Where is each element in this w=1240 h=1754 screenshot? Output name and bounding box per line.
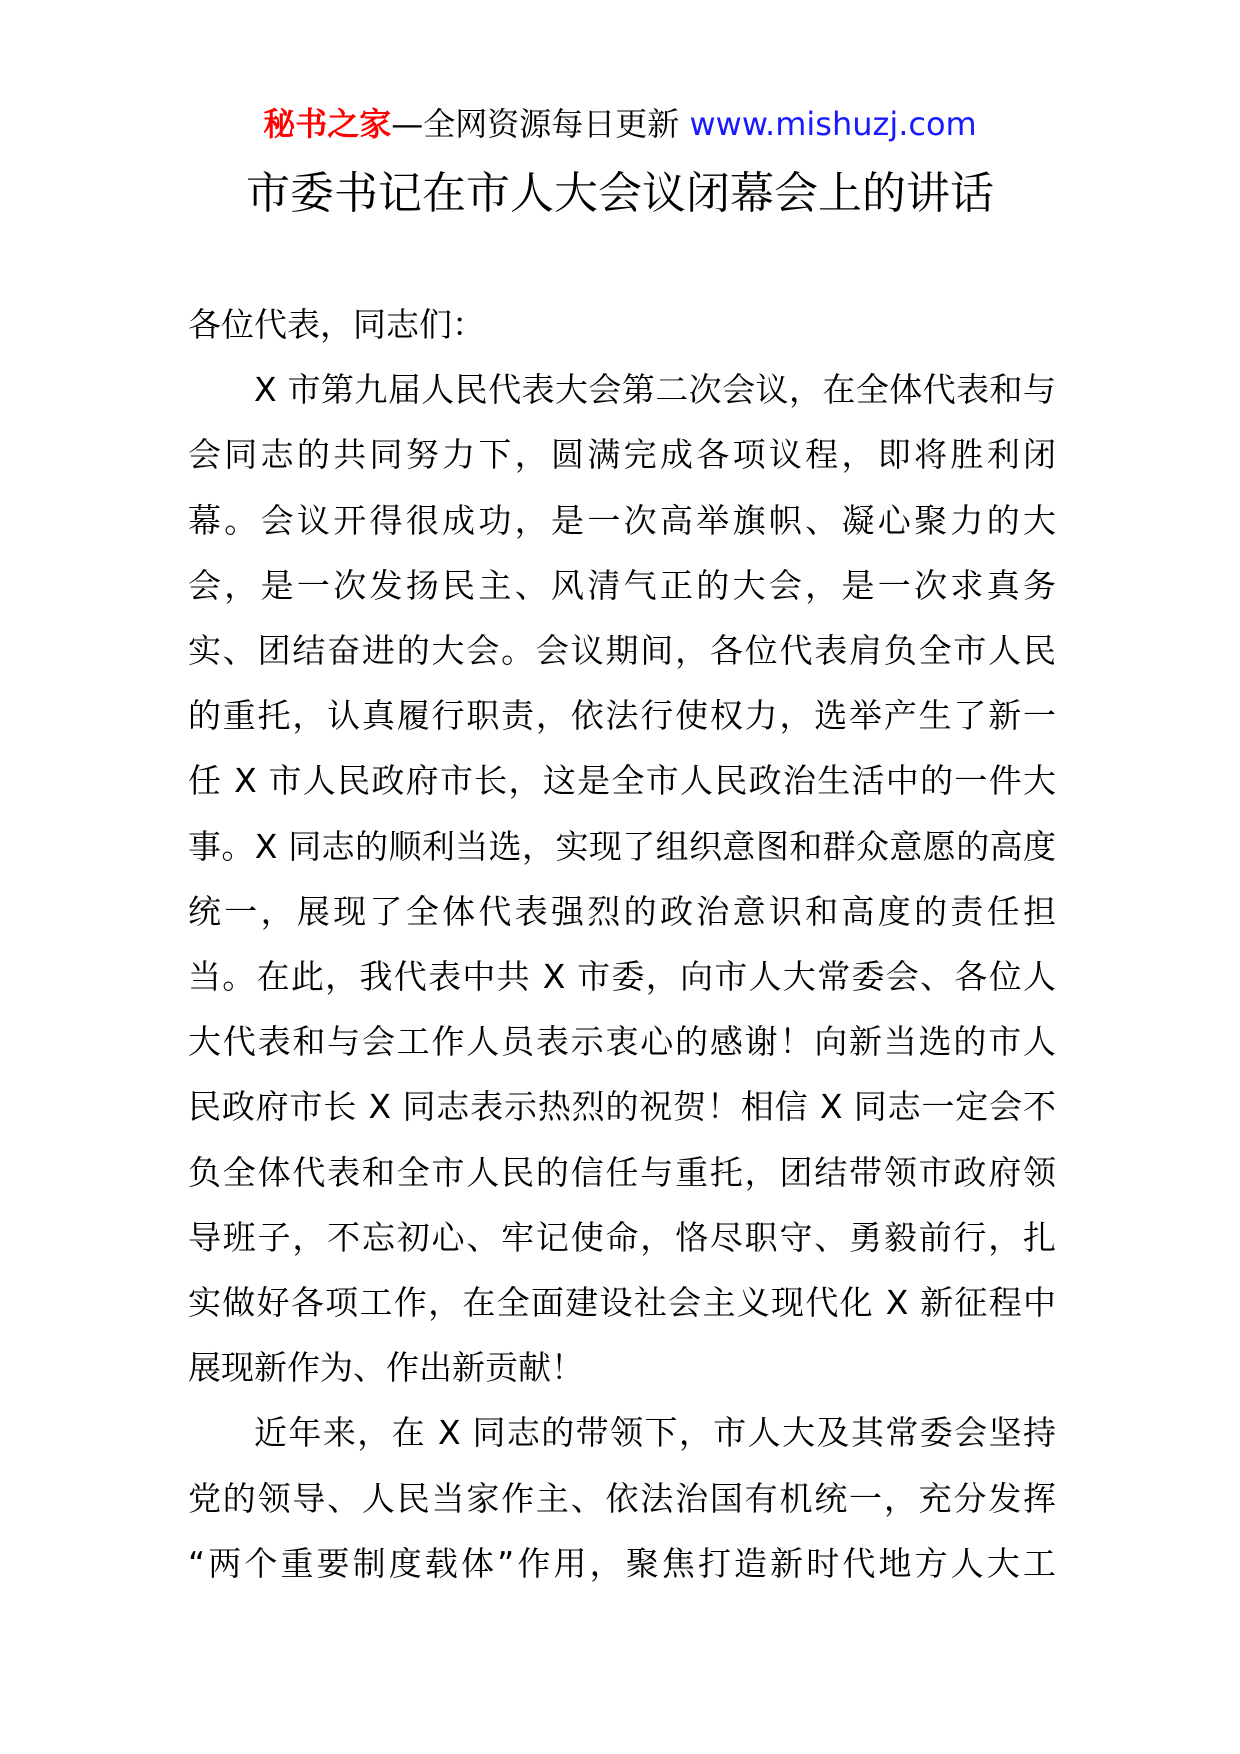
paragraph-line: X 市第九届人民代表大会第二次会议，在全体代表和与 (254, 370, 1056, 410)
paragraph-line: 负全体代表和全市人民的信任与重托，团结带领市政府领 (188, 1152, 1056, 1192)
paragraph-line: 实、团结奋进的大会。会议期间，各位代表肩负全市人民 (188, 631, 1056, 671)
paragraph-line: 展现新作为、作出新贡献！ (188, 1348, 584, 1388)
paragraph-line: 导班子，不忘初心、牢记使命，恪尽职守、勇毅前行，扎 (188, 1217, 1056, 1257)
paragraph-line: 的重托，认真履行职责，依法行使权力，选举产生了新一 (188, 696, 1056, 736)
paragraph-line: 会同志的共同努力下，圆满完成各项议程，即将胜利闭 (188, 435, 1056, 475)
paragraph-line: 当。在此，我代表中共 X 市委，向市人大常委会、各位人 (188, 957, 1056, 997)
site-brand: 秘书之家 (263, 105, 392, 143)
paragraph-line: 党的领导、人民当家作主、依法治国有机统一，充分发挥 (188, 1478, 1056, 1518)
site-header (0, 102, 1240, 146)
paragraph-line: 实做好各项工作，在全面建设社会主义现代化 X 新征程中 (188, 1283, 1056, 1323)
document-title: 市委书记在市人大会议闭幕会上的讲话 (246, 168, 994, 219)
paragraph-line: 会，是一次发扬民主、风清气正的大会，是一次求真务 (188, 565, 1056, 605)
paragraph-line: 统一，展现了全体代表强烈的政治意识和高度的责任担 (188, 891, 1056, 931)
salutation: 各位代表，同志们： (188, 305, 485, 344)
paragraph-line: 事。X 同志的顺利当选，实现了组织意图和群众意愿的高度 (188, 826, 1056, 866)
paragraph (188, 1400, 1056, 1596)
paragraph-line: 近年来，在 X 同志的带领下，市人大及其常委会坚持 (254, 1413, 1056, 1453)
site-tagline: —全网资源每日更新 (391, 105, 690, 143)
document-body (188, 292, 1056, 1596)
paragraph-line: 任 X 市人民政府市长，这是全市人民政治生活中的一件大 (188, 761, 1056, 801)
paragraph-line: “两个重要制度载体”作用，聚焦打造新时代地方人大工 (188, 1543, 1056, 1583)
paragraph-line: 民政府市长 X 同志表示热烈的祝贺！相信 X 同志一定会不 (188, 1087, 1056, 1127)
paragraph-line: 大代表和与会工作人员表示衷心的感谢！向新当选的市人 (188, 1022, 1056, 1062)
paragraph-line: 幕。会议开得很成功，是一次高举旗帜、凝心聚力的大 (188, 500, 1056, 540)
paragraph (188, 357, 1056, 1400)
site-url: www.mishuzj.com (689, 105, 977, 143)
